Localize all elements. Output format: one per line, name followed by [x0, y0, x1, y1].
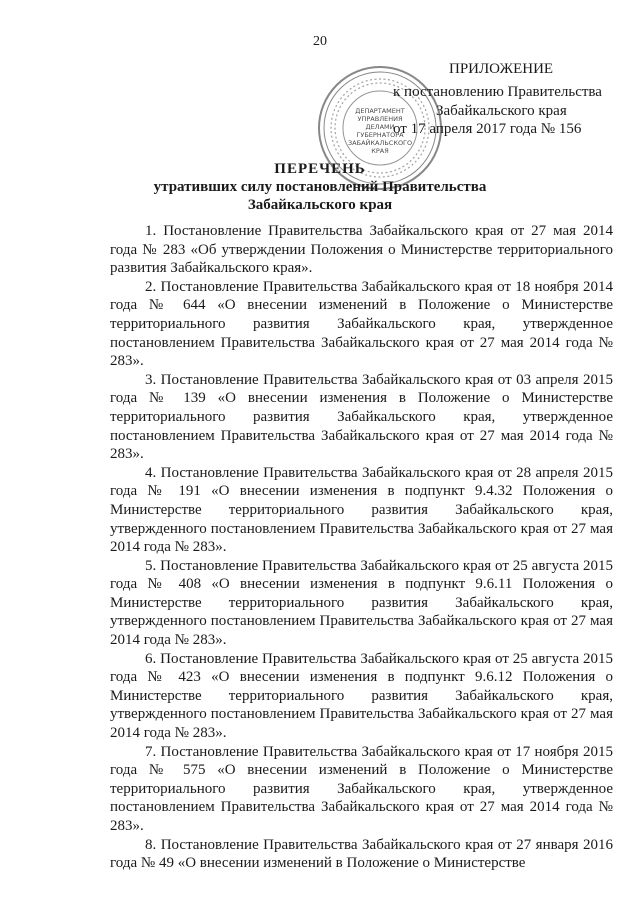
document-title: ПЕРЕЧЕНЬ — [274, 161, 366, 177]
list-item: 5. Постановление Правительства Забайкальского края от 25 августа 2015 года № 408 «О внесении изменения в подпункт 9.6.11 Положения о Министерстве территориального развития Забайкальского края, утвержденного постановлением Правительства Забайкальского края от 27 мая 2014 года № 283». — [110, 557, 613, 649]
list-item: 6. Постановление Правительства Забайкальского края от 25 августа 2015 года № 423 «О внесении изменения в подпункт 9.6.12 Положения о Министерстве территориального развития Забайкальского края, утвержденного постановлением Правительства Забайкальского края от 27 мая 2014 года № 283». — [110, 650, 613, 742]
document-heading — [0, 160, 640, 214]
appendix-line-1: к постановлению Правительства — [393, 84, 602, 100]
list — [110, 222, 613, 873]
list-item: 8. Постановление Правительства Забайкальского края от 27 января 2016 года № 49 «О внесении изменений в Положение о Министерстве — [110, 836, 613, 872]
document-subtitle-1: утративших силу постановлений Правительства — [153, 179, 487, 195]
list-item: 7. Постановление Правительства Забайкальского края от 17 ноября 2015 года № 575 «О внесении изменений в Положение о Министерстве территориального развития Забайкальского края, утвержденное постановлением Правительства Забайкальского края от 27 мая 2014 года № 283». — [110, 743, 613, 834]
list-item: 1. Постановление Правительства Забайкальского края от 27 мая 2014 года № 283 «Об утверждении Положения о Министерстве территориального развития Забайкальского края». — [110, 223, 613, 277]
document-subtitle-2: Забайкальского края — [247, 197, 393, 213]
list-item: 3. Постановление Правительства Забайкальского края от 03 апреля 2015 года № 139 «О внесении изменения в Положение о Министерстве территориального развития Забайкальского края, утвержденное постановлением Правительства Забайкальского края от 27 мая 2014 года № 283». — [110, 371, 613, 463]
list-item: 2. Постановление Правительства Забайкальского края от 18 ноября 2014 года № 644 «О внесении изменений в Положение о Министерстве территориального развития Забайкальского края, утвержденное постановлением Правительства Забайкальского края от 27 мая 2014 года № 283». — [110, 278, 613, 370]
stamp-text: ДЕПАРТАМЕНТ УПРАВЛЕНИЯ ДЕЛАМИ ГУБЕРНАТОРА ЗАБАЙКАЛЬСКОГО КРАЯ — [348, 107, 413, 155]
list-item: 4. Постановление Правительства Забайкальского края от 28 апреля 2015 года № 191 «О внесении изменения в подпункт 9.4.32 Положения о Министерстве территориального развития Забайкальского края, утвержденного постановлением Правительства Забайкальского края от 27 мая 2014 года № 283». — [110, 464, 613, 556]
appendix-line-3: от 17 апреля 2017 года № 156 — [393, 121, 582, 137]
page-number: 20 — [313, 34, 327, 49]
appendix-line-2: Забайкальского края — [436, 103, 567, 119]
appendix-title: ПРИЛОЖЕНИЕ — [449, 61, 554, 77]
